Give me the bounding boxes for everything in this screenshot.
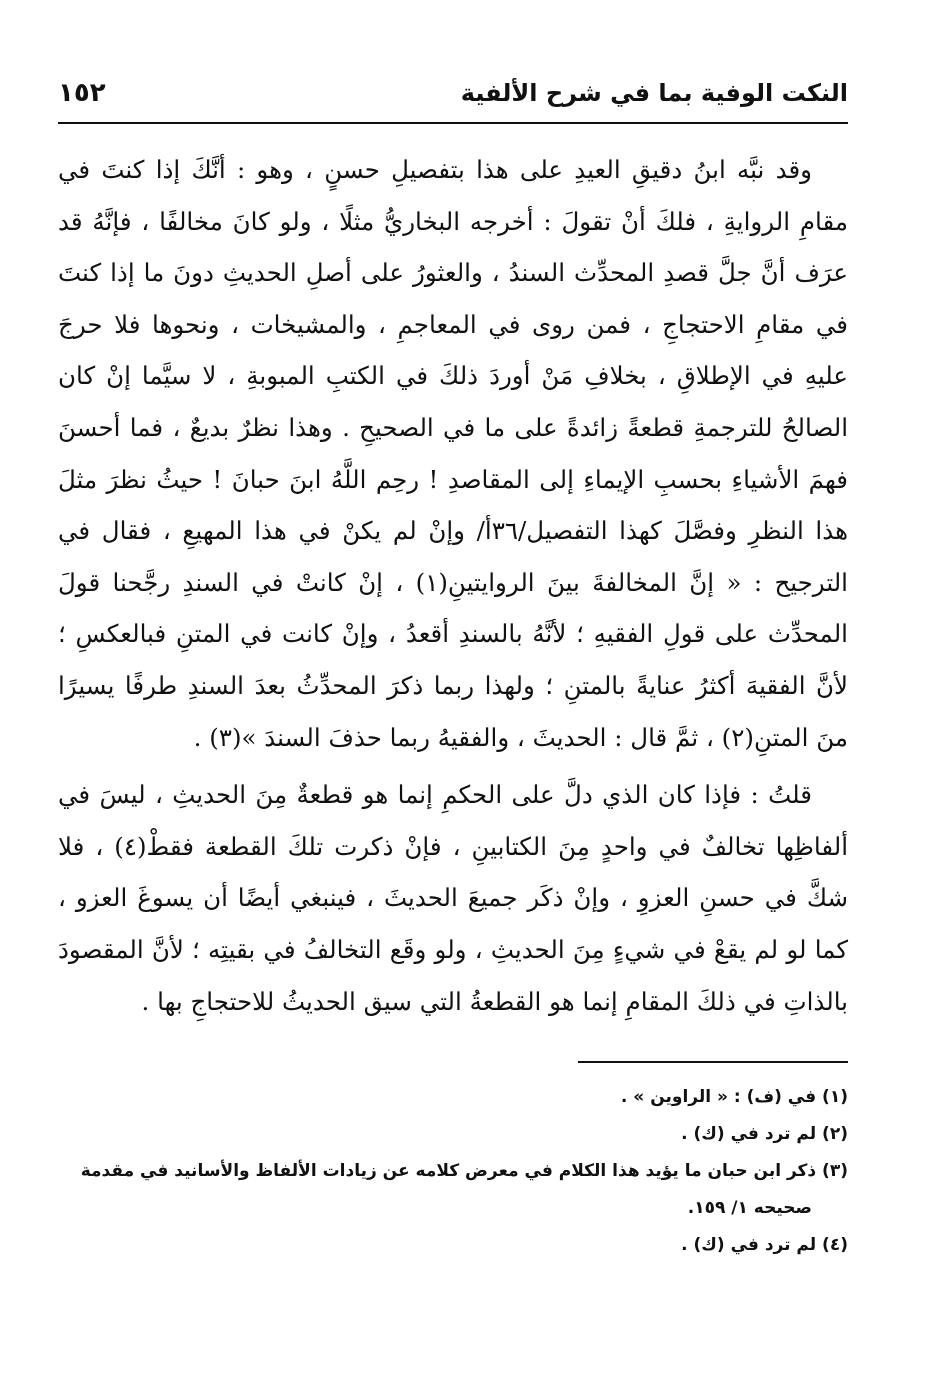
paragraph: وقد نبَّه ابنُ دقيقِ العيدِ على هذا بتفصيلِ حسنٍ ، وهو : أنَّكَ إذا كنتَ في مقامِ الروايةِ ، فلكَ أنْ تقولَ : أخرجه البخاريُّ مثلًا ، ولو كانَ مخالفًا ، فإنَّهُ قد عرَف أنَّ جلَّ قصدِ المحدِّث السندُ ، والعثورُ على أصلِ الحديثِ دونَ ما إذا كنتَ في مقامِ الاحتجاجِ ، فمن روى في المعاجمِ ، والمشيخات ، ونحوها فلا حرجَ عليهِ في الإطلاقِ ، بخلافِ مَنْ أوردَ ذلكَ في الكتبِ المبوبةِ ، لا سيَّما إنْ كان الصالحُ للترجمةِ قطعةً زائدةً على ما في الصحيحِ . وهذا نظرٌ بديعٌ ، فما أحسنَ فهمَ الأشياءِ بحسبِ الإيماءِ إلى المقاصدِ ! رحِم اللَّهُ ابنَ حبانَ ! حيثُ نظرَ مثلَ هذا النظرِ وفصَّلَ كهذا التفصيل/٣٦أ/ وإنْ لم يكنْ في هذا المهيعِ ، فقال في الترجيح : « إنَّ المخالفةَ بينَ الروايتينِ(١) ، إنْ كانتْ في السندِ رجَّحنا قولَ المحدِّث على قولِ الفقيهِ ؛ لأنَّهُ بالسندِ أقعدُ ، وإنْ كانت في المتنِ فبالعكسِ ؛ لأنَّ الفقيهَ أكثرُ عنايةً بالمتنِ ؛ ولهذا ربما ذكرَ المحدِّثُ بعدَ السندِ طرفًا يسيرًا منَ المتنِ(٢) ، ثمَّ قال : الحديثَ ، والفقيهُ ربما حذفَ السندَ »(٣) . bbox=[58, 155, 848, 752]
header-rule bbox=[58, 122, 848, 124]
book-page bbox=[58, 78, 848, 1264]
footnote bbox=[58, 1153, 848, 1227]
footnote-text: (٣) ذكر ابن حبان ما يؤيد هذا الكلام في معرض كلامه عن زيادات الألفاظ والأسانيد في مقدمة bbox=[80, 1161, 848, 1182]
footnote-separator bbox=[578, 1061, 848, 1063]
footnotes bbox=[58, 1079, 848, 1264]
page-number: ١٥٢ bbox=[58, 78, 106, 108]
main-text bbox=[58, 144, 848, 1027]
paragraph: قلتُ : فإذا كان الذي دلَّ على الحكمِ إنما هو قطعةٌ مِنَ الحديثِ ، ليسَ في ألفاظِها تخالفٌ في واحدٍ مِنَ الكتابينِ ، فإنْ ذكرت تلكَ القطعة فقطْ(٤) ، فلا شكَّ في حسنِ العزوِ ، وإنْ ذكَر جميعَ الحديثَ ، فينبغي أيضًا أن يسوغَ العزو ، كما لو لم يقعْ في شيءٍ مِنَ الحديثِ ، ولو وقَع التخالفُ في بقيتِه ؛ لأنَّ المقصودَ بالذاتِ في ذلكَ المقامِ إنما هو القطعةُ التي سيق الحديثُ للاحتجاجِ بها . bbox=[58, 780, 848, 1016]
footnote-continuation: صحيحه ١/ ١٥٩. bbox=[687, 1198, 812, 1219]
page-header bbox=[58, 78, 848, 114]
footnote: (١) في (ف) : « الراوين » . bbox=[620, 1087, 848, 1108]
running-title: النكت الوفية بما في شرح الألفية bbox=[460, 79, 848, 107]
footnote: (٤) لم ترد في (ك) . bbox=[681, 1235, 848, 1256]
footnote: (٢) لم ترد في (ك) . bbox=[681, 1124, 848, 1145]
